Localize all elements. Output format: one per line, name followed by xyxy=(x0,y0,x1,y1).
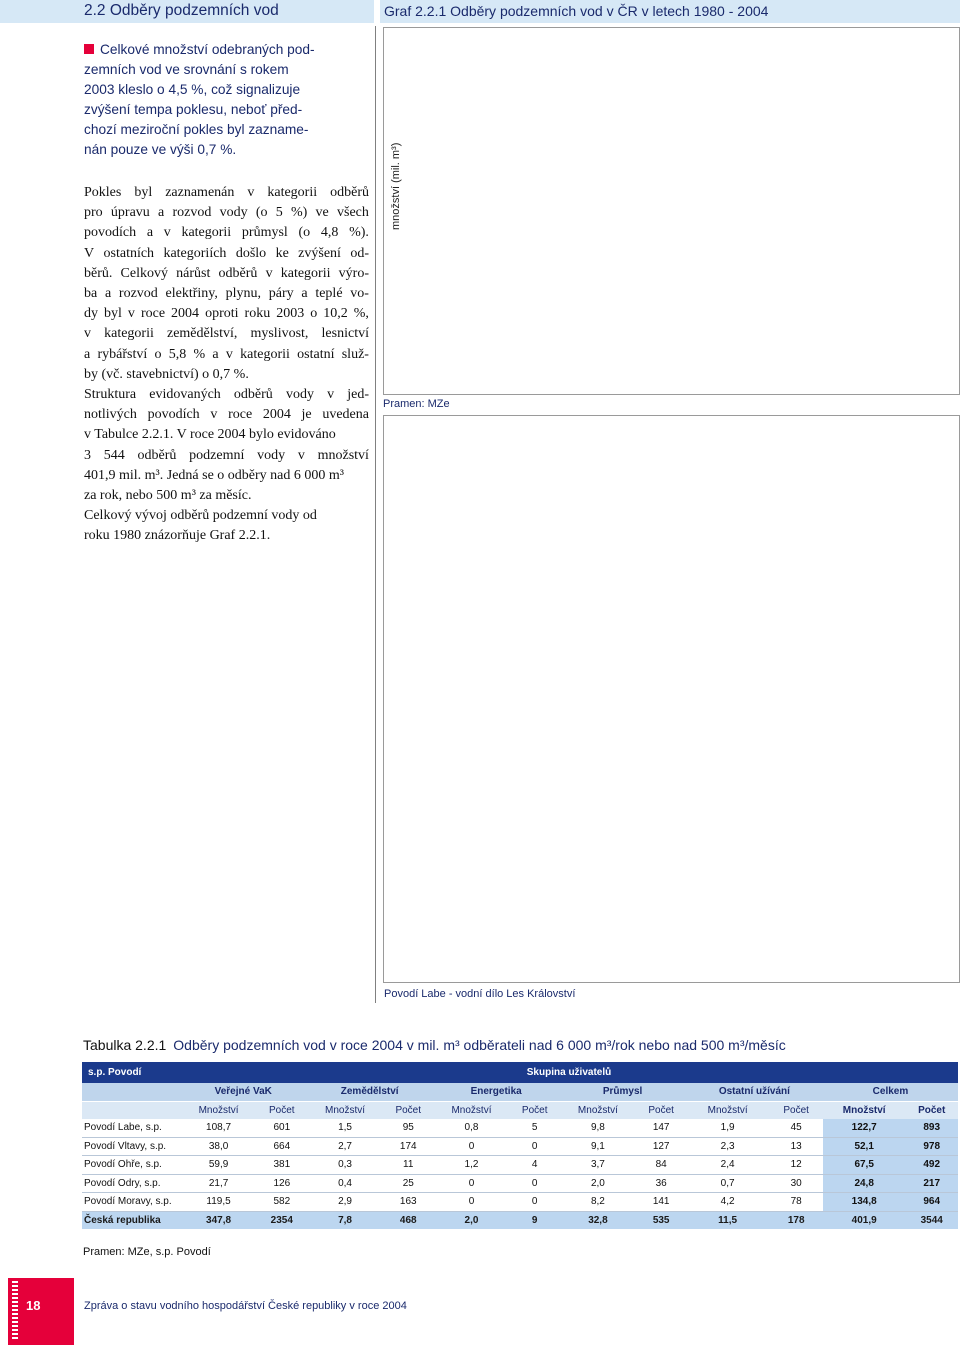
table-row xyxy=(82,1193,958,1212)
body-word: v xyxy=(210,407,218,423)
table-cell: 119,5 xyxy=(180,1193,257,1212)
graph-source: Pramen: MZe xyxy=(383,398,450,410)
table-cell: 2,4 xyxy=(686,1156,770,1175)
body-word: vody xyxy=(219,205,248,221)
body-text xyxy=(84,183,369,547)
graph-y-axis-label: množství (mil. m³) xyxy=(390,142,402,230)
body-word: povodích xyxy=(147,407,200,423)
body-word: odběrů xyxy=(137,447,177,463)
body-word: rozvod xyxy=(172,205,212,221)
table-cell: 108,7 xyxy=(180,1119,257,1137)
table-cell: 2,9 xyxy=(306,1193,383,1212)
subheader-cell: Počet xyxy=(257,1101,306,1119)
table-cell: 978 xyxy=(905,1137,958,1156)
body-word: vody xyxy=(285,387,314,403)
body-word: 2004 xyxy=(262,407,291,423)
row-name: Povodí Vltavy, s.p. xyxy=(82,1137,180,1156)
table-cell: 52,1 xyxy=(823,1137,905,1156)
body-word: ba xyxy=(84,286,98,302)
body-word: zemědělství, xyxy=(166,326,238,342)
body-word: v xyxy=(297,447,305,463)
lead-line xyxy=(84,120,374,140)
body-word: rozvod xyxy=(118,286,158,302)
body-line xyxy=(84,446,369,466)
body-word: ke xyxy=(275,245,289,261)
table-cell: 59,9 xyxy=(180,1156,257,1175)
table-total-row xyxy=(82,1211,958,1229)
body-word: dy xyxy=(84,306,98,322)
body-word: kategorii xyxy=(280,265,331,281)
subheader-cell: Množství xyxy=(433,1101,510,1119)
body-word: %). xyxy=(349,225,369,241)
body-word: roce xyxy=(140,306,166,322)
body-word: kategorii xyxy=(267,185,318,200)
lead-line-text: Celkové množství odebraných pod- xyxy=(100,42,315,57)
group-header-cell: Zemědělství xyxy=(306,1083,432,1101)
body-word: Struktura xyxy=(84,387,137,403)
lead-line xyxy=(84,40,374,60)
table-cell: 2,0 xyxy=(559,1174,636,1193)
body-word: v xyxy=(327,387,335,403)
body-word: zaznamenán xyxy=(165,185,235,200)
table-source: Pramen: MZe, s.p. Povodí xyxy=(83,1246,211,1258)
body-word: v xyxy=(127,306,135,322)
body-word: a xyxy=(158,205,165,221)
body-word: všech xyxy=(337,205,369,221)
body-line xyxy=(84,466,369,486)
table-cell: 84 xyxy=(637,1156,686,1175)
body-word: podzemní xyxy=(189,447,245,463)
body-word: 5,8 xyxy=(168,346,187,362)
table-cell: 11 xyxy=(384,1156,433,1175)
body-word: odběrů xyxy=(330,185,369,200)
table-cell: 0 xyxy=(433,1174,510,1193)
body-word: nárůst xyxy=(176,265,211,281)
body-word: množství xyxy=(317,447,369,463)
body-word: běrů. xyxy=(84,265,113,281)
body-word: 2004 xyxy=(171,306,200,322)
table-cell: 163 xyxy=(384,1193,433,1212)
bullet-square xyxy=(84,44,94,54)
table-cell: 1,2 xyxy=(433,1156,510,1175)
body-word: 4,8 xyxy=(320,225,339,241)
table-cell: 3544 xyxy=(905,1211,958,1229)
group-spacer xyxy=(82,1083,180,1101)
footer-text: Zpráva o stavu vodního hospodářství České republiky v roce 2004 xyxy=(84,1300,407,1312)
body-word: v xyxy=(84,326,91,342)
body-word: zvýšení xyxy=(298,245,341,261)
body-word: vody xyxy=(257,447,286,463)
subheader-cell: Počet xyxy=(769,1101,823,1119)
table-title xyxy=(83,1037,786,1053)
data-table xyxy=(82,1062,958,1229)
table-cell: 664 xyxy=(257,1137,306,1156)
table-cell: 127 xyxy=(637,1137,686,1156)
body-word: průmysl xyxy=(241,225,288,241)
body-word: Pokles xyxy=(84,185,122,200)
table-cell: 535 xyxy=(637,1211,686,1229)
photo-caption: Povodí Labe - vodní dílo Les Království xyxy=(384,988,576,1000)
body-word: evidovaných xyxy=(149,387,221,403)
body-word: kategorii xyxy=(240,346,290,362)
table-cell: 147 xyxy=(637,1119,686,1137)
body-line xyxy=(84,203,369,223)
table-cell: 0 xyxy=(510,1174,559,1193)
body-word: o xyxy=(310,306,318,322)
body-word: 5 xyxy=(275,205,283,221)
table-cell: 468 xyxy=(384,1211,433,1229)
table-cell: 0,7 xyxy=(686,1174,770,1193)
lead-line xyxy=(84,100,374,120)
table-cell: 32,8 xyxy=(559,1211,636,1229)
table-row xyxy=(82,1137,958,1156)
page-number: 18 xyxy=(26,1298,41,1313)
body-word: 544 xyxy=(103,447,125,463)
body-word: kategoriích xyxy=(163,245,227,261)
table-cell: 21,7 xyxy=(180,1174,257,1193)
body-word: jed- xyxy=(347,387,369,403)
body-word: kategorii xyxy=(181,225,232,241)
body-word: o xyxy=(154,346,162,362)
graph-header-bar xyxy=(380,0,960,23)
body-line xyxy=(84,345,369,365)
photo-area xyxy=(383,415,960,983)
table-row xyxy=(82,1119,958,1137)
table-header-row xyxy=(82,1062,958,1083)
body-word: pro xyxy=(84,205,103,221)
body-word: služ- xyxy=(341,346,369,362)
decorative-stripes xyxy=(12,1281,18,1341)
body-word: myslivost, xyxy=(250,326,309,342)
body-word: a xyxy=(301,286,308,302)
row-name: Povodí Labe, s.p. xyxy=(82,1119,180,1137)
body-word: v xyxy=(247,185,255,200)
table-cell: 0 xyxy=(433,1137,510,1156)
body-word: Celkový xyxy=(120,265,168,281)
body-word: povodích xyxy=(84,225,137,241)
graph-title: Graf 2.2.1 Odběry podzemních vod v ČR v letech 1980 - 2004 xyxy=(384,3,769,19)
table-row xyxy=(82,1174,958,1193)
lead-line-text: nán pouze ve výši 0,7 %. xyxy=(84,142,237,158)
table-title-text: Odběry podzemních vod v roce 2004 v mil. m³ odběrateli nad 6 000 m³/rok nebo nad 500 m³/měsíc xyxy=(173,1037,786,1053)
subheader-cell: Množství xyxy=(686,1101,770,1119)
table-cell: 24,8 xyxy=(823,1174,905,1193)
body-line xyxy=(84,486,369,506)
group-header-cell: Ostatní užívání xyxy=(686,1083,823,1101)
table-cell: 2,7 xyxy=(306,1137,383,1156)
table-cell: 13 xyxy=(769,1137,823,1156)
table-cell: 3,7 xyxy=(559,1156,636,1175)
table-cell: 38,0 xyxy=(180,1137,257,1156)
table-cell: 2,0 xyxy=(433,1211,510,1229)
subheader-cell: Počet xyxy=(637,1101,686,1119)
group-header-cell: Průmysl xyxy=(559,1083,685,1101)
body-word: od- xyxy=(350,245,369,261)
table-cell: 9 xyxy=(510,1211,559,1229)
table-cell: 9,8 xyxy=(559,1119,636,1137)
body-word: a xyxy=(146,225,154,241)
body-word: ostatních xyxy=(103,245,155,261)
table-cell: 141 xyxy=(637,1193,686,1212)
body-word: za rok, nebo 500 m³ za měsíc. xyxy=(84,488,252,504)
body-word: páry xyxy=(268,286,294,302)
body-line xyxy=(84,284,369,304)
body-line xyxy=(84,183,369,203)
body-word: oproti xyxy=(205,306,239,322)
body-line xyxy=(84,506,369,526)
table-cell: 11,5 xyxy=(686,1211,770,1229)
body-line xyxy=(84,324,369,344)
body-word: došlo xyxy=(235,245,267,261)
body-word: a xyxy=(212,346,219,362)
table-cell: 1,5 xyxy=(306,1119,383,1137)
table-cell: 126 xyxy=(257,1174,306,1193)
table-cell: 95 xyxy=(384,1119,433,1137)
lead-line-text: zemních vod ve srovnání s rokem xyxy=(84,62,289,78)
body-word: kategorii xyxy=(104,326,154,342)
body-word: V xyxy=(84,245,95,261)
graph-area xyxy=(383,27,960,395)
body-word: a xyxy=(104,286,112,302)
header-group: Skupina uživatelů xyxy=(180,1062,958,1083)
table-cell: 492 xyxy=(905,1156,958,1175)
body-word: %, xyxy=(353,306,369,322)
subheader-cell: Množství xyxy=(180,1101,257,1119)
body-word: (o xyxy=(298,225,311,241)
body-word: výro- xyxy=(338,265,369,281)
body-word: vo- xyxy=(350,286,369,302)
lead-line xyxy=(84,80,374,100)
lead-paragraph xyxy=(84,40,374,161)
table-cell: 174 xyxy=(384,1137,433,1156)
body-word: je xyxy=(301,407,312,423)
body-word: odběrů xyxy=(218,265,258,281)
subheader-cell: Množství xyxy=(559,1101,636,1119)
lead-line xyxy=(84,60,374,80)
body-word: v xyxy=(225,346,233,362)
table-cell: 0,8 xyxy=(433,1119,510,1137)
body-word: roce xyxy=(228,407,253,423)
table-cell: 601 xyxy=(257,1119,306,1137)
body-word: 3 xyxy=(84,447,91,463)
body-line xyxy=(84,526,369,546)
table-cell: 4 xyxy=(510,1156,559,1175)
body-line xyxy=(84,244,369,264)
table-group-row xyxy=(82,1083,958,1101)
table-cell: 964 xyxy=(905,1193,958,1212)
row-name: Povodí Moravy, s.p. xyxy=(82,1193,180,1212)
table-cell: 36 xyxy=(637,1174,686,1193)
body-word: byl xyxy=(104,306,122,322)
table-cell: 5 xyxy=(510,1119,559,1137)
body-line xyxy=(84,425,369,445)
subheader-cell: Počet xyxy=(384,1101,433,1119)
table-cell: 45 xyxy=(769,1119,823,1137)
body-word: byl xyxy=(134,185,153,200)
subheader-cell: Počet xyxy=(905,1101,958,1119)
body-word: teplé xyxy=(315,286,343,302)
table-cell: 2,3 xyxy=(686,1137,770,1156)
header-sp-povodi: s.p. Povodí xyxy=(82,1062,180,1083)
body-word: rybářství xyxy=(97,346,148,362)
body-word: v xyxy=(265,265,273,281)
body-word: odběrů xyxy=(233,387,273,403)
body-word: roku xyxy=(244,306,271,322)
body-word: 2003 xyxy=(276,306,305,322)
group-header-cell: Veřejné VaK xyxy=(180,1083,306,1101)
body-word: v Tabulce 2.2.1. V roce 2004 bylo evidováno xyxy=(84,427,336,443)
body-line xyxy=(84,385,369,405)
lead-line-text: zvýšení tempa poklesu, neboť před- xyxy=(84,102,303,118)
body-word: ostatní xyxy=(297,346,335,362)
table-cell: 9,1 xyxy=(559,1137,636,1156)
body-word: 10,2 xyxy=(323,306,348,322)
lead-line-text: 2003 kleslo o 4,5 %, což signalizuje xyxy=(84,82,301,98)
body-word: %) xyxy=(290,205,308,221)
table-cell: 381 xyxy=(257,1156,306,1175)
body-word: ve xyxy=(315,205,329,221)
lead-line-text: chozí meziroční pokles byl zazname- xyxy=(84,122,309,138)
body-word: notlivých xyxy=(84,407,137,423)
body-word: v xyxy=(163,225,171,241)
subheader-spacer xyxy=(82,1101,180,1119)
body-word: % xyxy=(193,346,206,362)
lead-line xyxy=(84,140,374,160)
table-cell: 12 xyxy=(769,1156,823,1175)
row-name: Povodí Ohře, s.p. xyxy=(82,1156,180,1175)
body-word: uvedena xyxy=(322,407,369,423)
row-name: Povodí Odry, s.p. xyxy=(82,1174,180,1193)
table-cell: 347,8 xyxy=(180,1211,257,1229)
table-cell: 25 xyxy=(384,1174,433,1193)
table-cell: 178 xyxy=(769,1211,823,1229)
subheader-cell: Množství xyxy=(306,1101,383,1119)
body-line xyxy=(84,365,369,385)
table-cell: 401,9 xyxy=(823,1211,905,1229)
subheader-cell: Množství xyxy=(823,1101,905,1119)
body-word: úpravu xyxy=(110,205,150,221)
body-word: 401,9 mil. m³. Jedná se o odběry nad 6 000 m³ xyxy=(84,467,344,483)
table-cell: 78 xyxy=(769,1193,823,1212)
table-label: Tabulka 2.2.1 xyxy=(83,1037,167,1053)
table-cell: 67,5 xyxy=(823,1156,905,1175)
body-line xyxy=(84,304,369,324)
section-header-bar xyxy=(0,0,374,23)
body-line xyxy=(84,405,369,425)
table-cell: 0,3 xyxy=(306,1156,383,1175)
table-cell: 582 xyxy=(257,1193,306,1212)
row-name: Česká republika xyxy=(82,1211,180,1229)
body-line xyxy=(84,264,369,284)
table-cell: 134,8 xyxy=(823,1193,905,1212)
table-row xyxy=(82,1156,958,1175)
table-cell: 1,9 xyxy=(686,1119,770,1137)
table-subheader-row xyxy=(82,1101,958,1119)
group-header-cell: Energetika xyxy=(433,1083,559,1101)
body-word: lesnictví xyxy=(321,326,369,342)
section-title: 2.2 Odběry podzemních vod xyxy=(84,2,279,19)
body-word: elektřiny, xyxy=(165,286,218,302)
body-word: Celkový vývoj odběrů podzemní vody od xyxy=(84,508,317,524)
subheader-cell: Počet xyxy=(510,1101,559,1119)
body-line xyxy=(84,223,369,243)
table-cell: 30 xyxy=(769,1174,823,1193)
table-cell: 893 xyxy=(905,1119,958,1137)
body-word: a xyxy=(84,346,91,362)
table-cell: 0 xyxy=(433,1193,510,1212)
table-cell: 2354 xyxy=(257,1211,306,1229)
body-word: plynu, xyxy=(225,286,262,302)
table-cell: 4,2 xyxy=(686,1193,770,1212)
column-divider xyxy=(375,26,376,1003)
body-word: by (vč. stavebnictví) o 0,7 %. xyxy=(84,366,249,382)
table-cell: 0 xyxy=(510,1193,559,1212)
body-word: roku 1980 znázorňuje Graf 2.2.1. xyxy=(84,528,271,544)
table-cell: 8,2 xyxy=(559,1193,636,1212)
table-cell: 122,7 xyxy=(823,1119,905,1137)
table-cell: 0 xyxy=(510,1137,559,1156)
body-word: (o xyxy=(255,205,268,221)
table-cell: 0,4 xyxy=(306,1174,383,1193)
table-cell: 7,8 xyxy=(306,1211,383,1229)
table-cell: 217 xyxy=(905,1174,958,1193)
group-header-cell: Celkem xyxy=(823,1083,958,1101)
